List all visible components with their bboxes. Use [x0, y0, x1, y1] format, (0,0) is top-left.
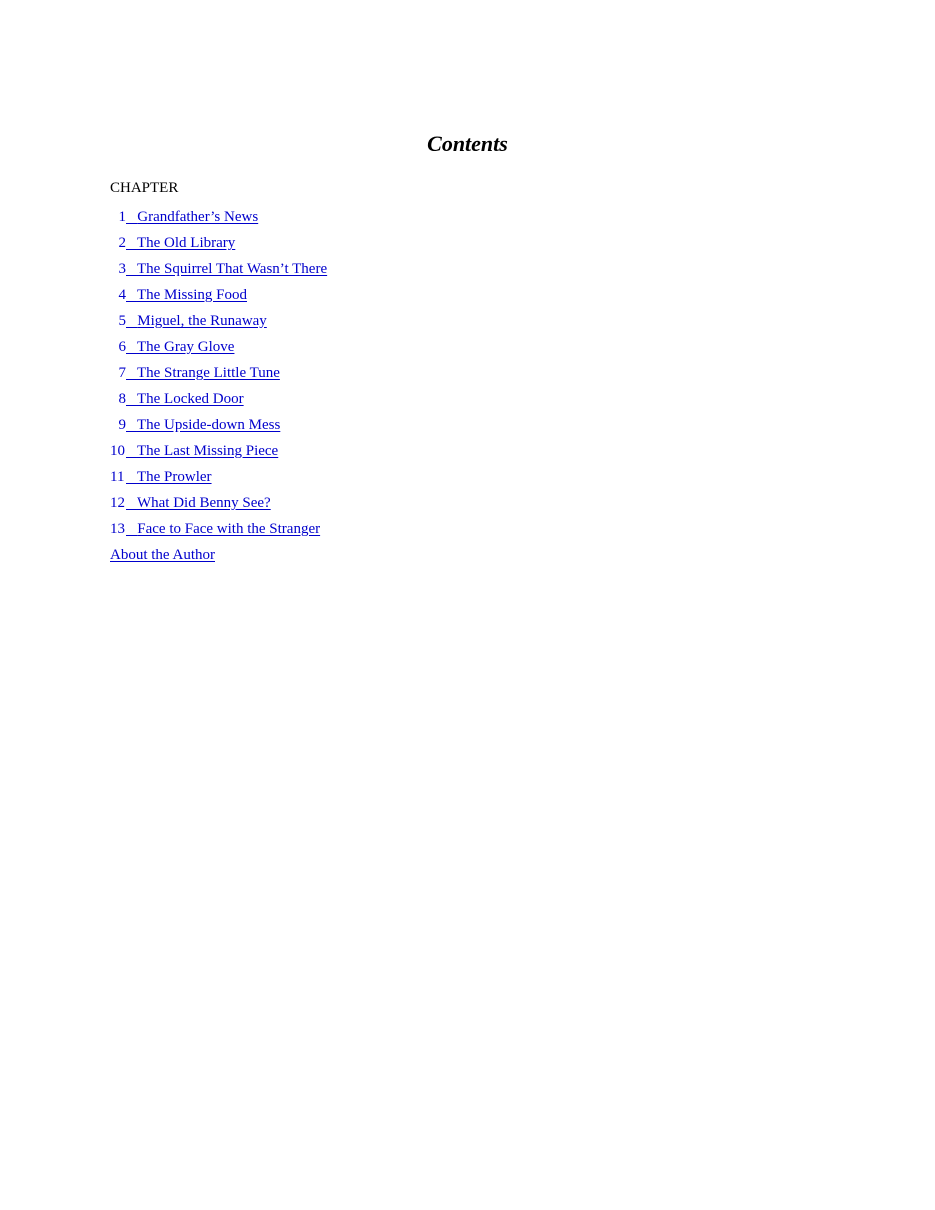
chapter-list [110, 204, 810, 568]
toc-entry-chapter-1 [110, 204, 810, 230]
chapter-link-1[interactable] [110, 209, 258, 225]
toc-entry-chapter-12 [110, 490, 810, 516]
chapter-title: Grandfather’s News [137, 209, 259, 225]
chapter-number: 12 [110, 495, 125, 511]
chapter-number: 6 [118, 339, 126, 355]
page-title: Contents [427, 131, 508, 156]
chapter-title: The Upside-down Mess [136, 417, 281, 433]
toc-entry-chapter-8 [110, 386, 810, 412]
chapter-number: 5 [118, 313, 126, 329]
chapter-title: The Squirrel That Wasn’t There [136, 261, 328, 277]
chapter-link-4[interactable] [110, 287, 247, 303]
toc-entry-chapter-11 [110, 464, 810, 490]
toc-entry-chapter-7 [110, 360, 810, 386]
chapter-title: The Strange Little Tune [136, 365, 280, 381]
chapter-link-7[interactable] [110, 365, 280, 381]
chapter-heading-label: CHAPTER [110, 180, 179, 196]
toc-entry-chapter-4 [110, 282, 810, 308]
chapter-number: 11 [110, 469, 125, 485]
toc-entry-chapter-13 [110, 516, 810, 542]
toc-entry-about-author [110, 542, 810, 568]
chapter-title: What Did Benny See? [136, 495, 271, 511]
chapter-number: 3 [118, 261, 126, 277]
table-of-contents [110, 178, 810, 568]
chapter-title: The Locked Door [136, 391, 244, 407]
chapter-link-6[interactable] [110, 339, 234, 355]
toc-entry-chapter-10 [110, 438, 810, 464]
chapter-number: 8 [118, 391, 126, 407]
chapter-link-9[interactable] [110, 417, 280, 433]
chapter-title: The Prowler [136, 469, 212, 485]
chapter-link-11[interactable] [110, 469, 212, 485]
chapter-link-8[interactable] [110, 391, 244, 407]
chapter-link-10[interactable] [110, 443, 278, 459]
chapter-number: 4 [118, 287, 126, 303]
toc-entry-chapter-5 [110, 308, 810, 334]
chapter-number: 7 [118, 365, 126, 381]
toc-entry-chapter-2 [110, 230, 810, 256]
chapter-number: 2 [118, 235, 126, 251]
chapter-number: 13 [110, 521, 125, 537]
chapter-number: 10 [110, 443, 125, 459]
toc-entry-chapter-9 [110, 412, 810, 438]
chapter-link-13[interactable] [110, 521, 320, 537]
chapter-link-5[interactable] [110, 313, 267, 329]
chapter-link-3[interactable] [110, 261, 327, 277]
chapter-title: The Missing Food [136, 287, 247, 303]
toc-entry-chapter-6 [110, 334, 810, 360]
chapter-title: Face to Face with the Stranger [137, 521, 321, 537]
chapter-link-2[interactable] [110, 235, 235, 251]
chapter-title: The Old Library [136, 235, 236, 251]
chapter-title: The Gray Glove [136, 339, 235, 355]
chapter-number: 1 [118, 209, 126, 225]
chapter-title: Miguel, the Runaway [137, 313, 267, 329]
chapter-link-12[interactable] [110, 495, 271, 511]
chapter-title: The Last Missing Piece [136, 443, 279, 459]
toc-entry-chapter-3 [110, 256, 810, 282]
chapter-number: 9 [118, 417, 126, 433]
about-author-link[interactable]: About the Author [110, 547, 215, 563]
